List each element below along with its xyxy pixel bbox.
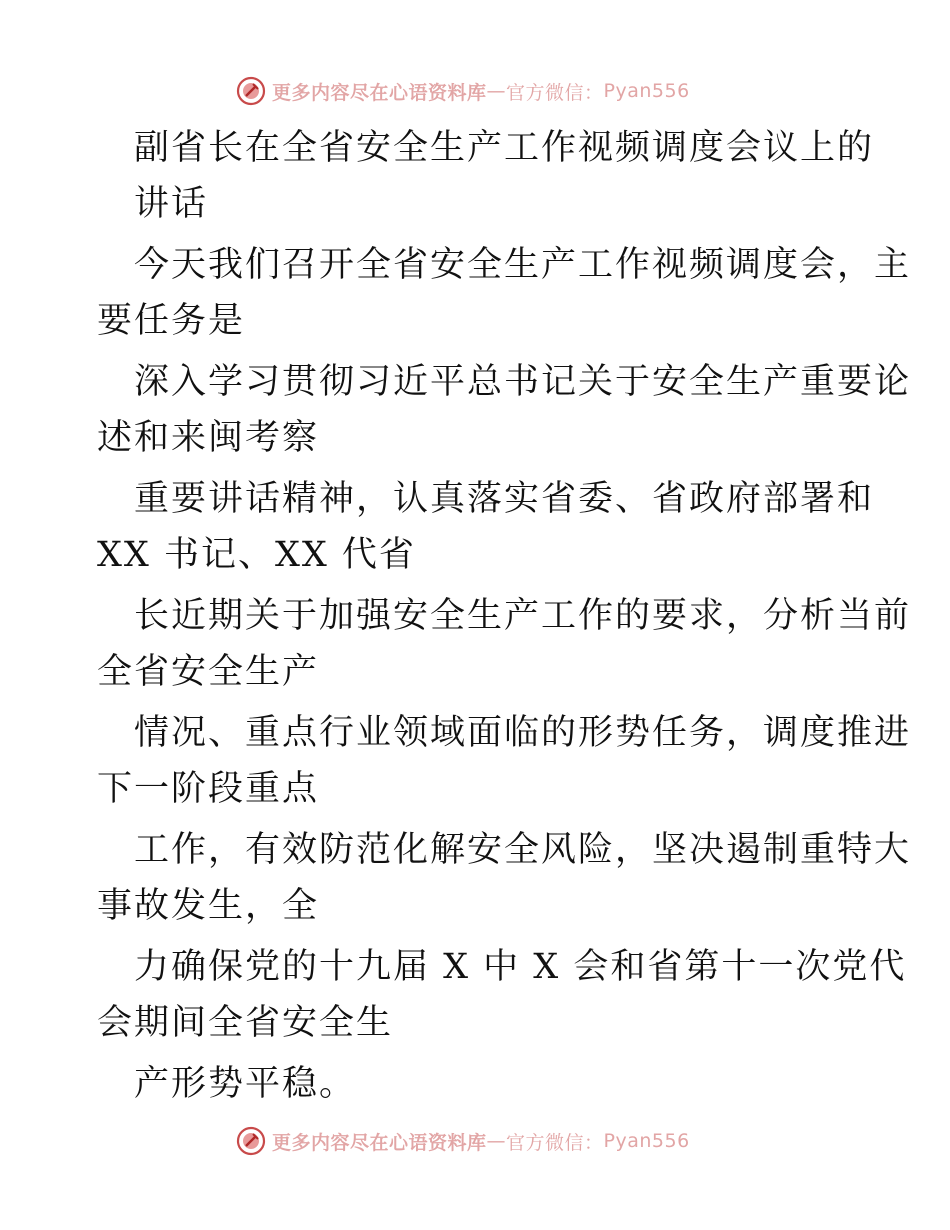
text-line: 讲话 (134, 184, 209, 224)
text-line: 今天我们召开全省安全生产工作视频调度会，主 (134, 245, 912, 285)
seal-logo-icon (236, 76, 266, 106)
text-line: 产形势平稳。 (134, 1064, 357, 1104)
text-line: 工作，有效防范化解安全风险，坚决遏制重特大 (134, 830, 912, 870)
text-line: 会期间全省安全生 (97, 1003, 394, 1043)
watermark-official-label: 官方微信： (506, 81, 604, 104)
watermark-separator: — (486, 1130, 507, 1152)
text-line: 要任务是 (97, 301, 246, 341)
watermark-official-label: 官方微信： (506, 1131, 604, 1154)
watermark-text: 更多内容尽在心语资料库 (272, 1131, 487, 1154)
watermark-text: 更多内容尽在心语资料库 (272, 81, 487, 104)
text-line: 深入学习贯彻习近平总书记关于安全生产重要论 (134, 362, 912, 402)
header-watermark (236, 74, 690, 108)
text-line: 副省长在全省安全生产工作视频调度会议上的 (134, 128, 875, 168)
text-line: 下一阶段重点 (97, 769, 320, 809)
text-line: 力确保党的十九届 X 中 X 会和省第十一次党代 (134, 947, 907, 987)
text-line: 述和来闽考察 (97, 418, 320, 458)
watermark-wechat-id: Pyan556 (603, 1130, 690, 1152)
text-line: 全省安全生产 (97, 652, 320, 692)
seal-logo-icon (236, 1126, 266, 1156)
footer-watermark (236, 1124, 690, 1158)
text-line: XX 书记、XX 代省 (97, 535, 416, 575)
text-line: 长近期关于加强安全生产工作的要求，分析当前 (134, 596, 912, 636)
text-line: 事故发生，全 (97, 886, 320, 926)
text-line: 情况、重点行业领域面临的形势任务，调度推进 (134, 713, 912, 753)
watermark-wechat-id: Pyan556 (603, 80, 690, 102)
watermark-separator: — (486, 80, 507, 102)
text-line: 重要讲话精神，认真落实省委、省政府部署和 (134, 479, 875, 519)
